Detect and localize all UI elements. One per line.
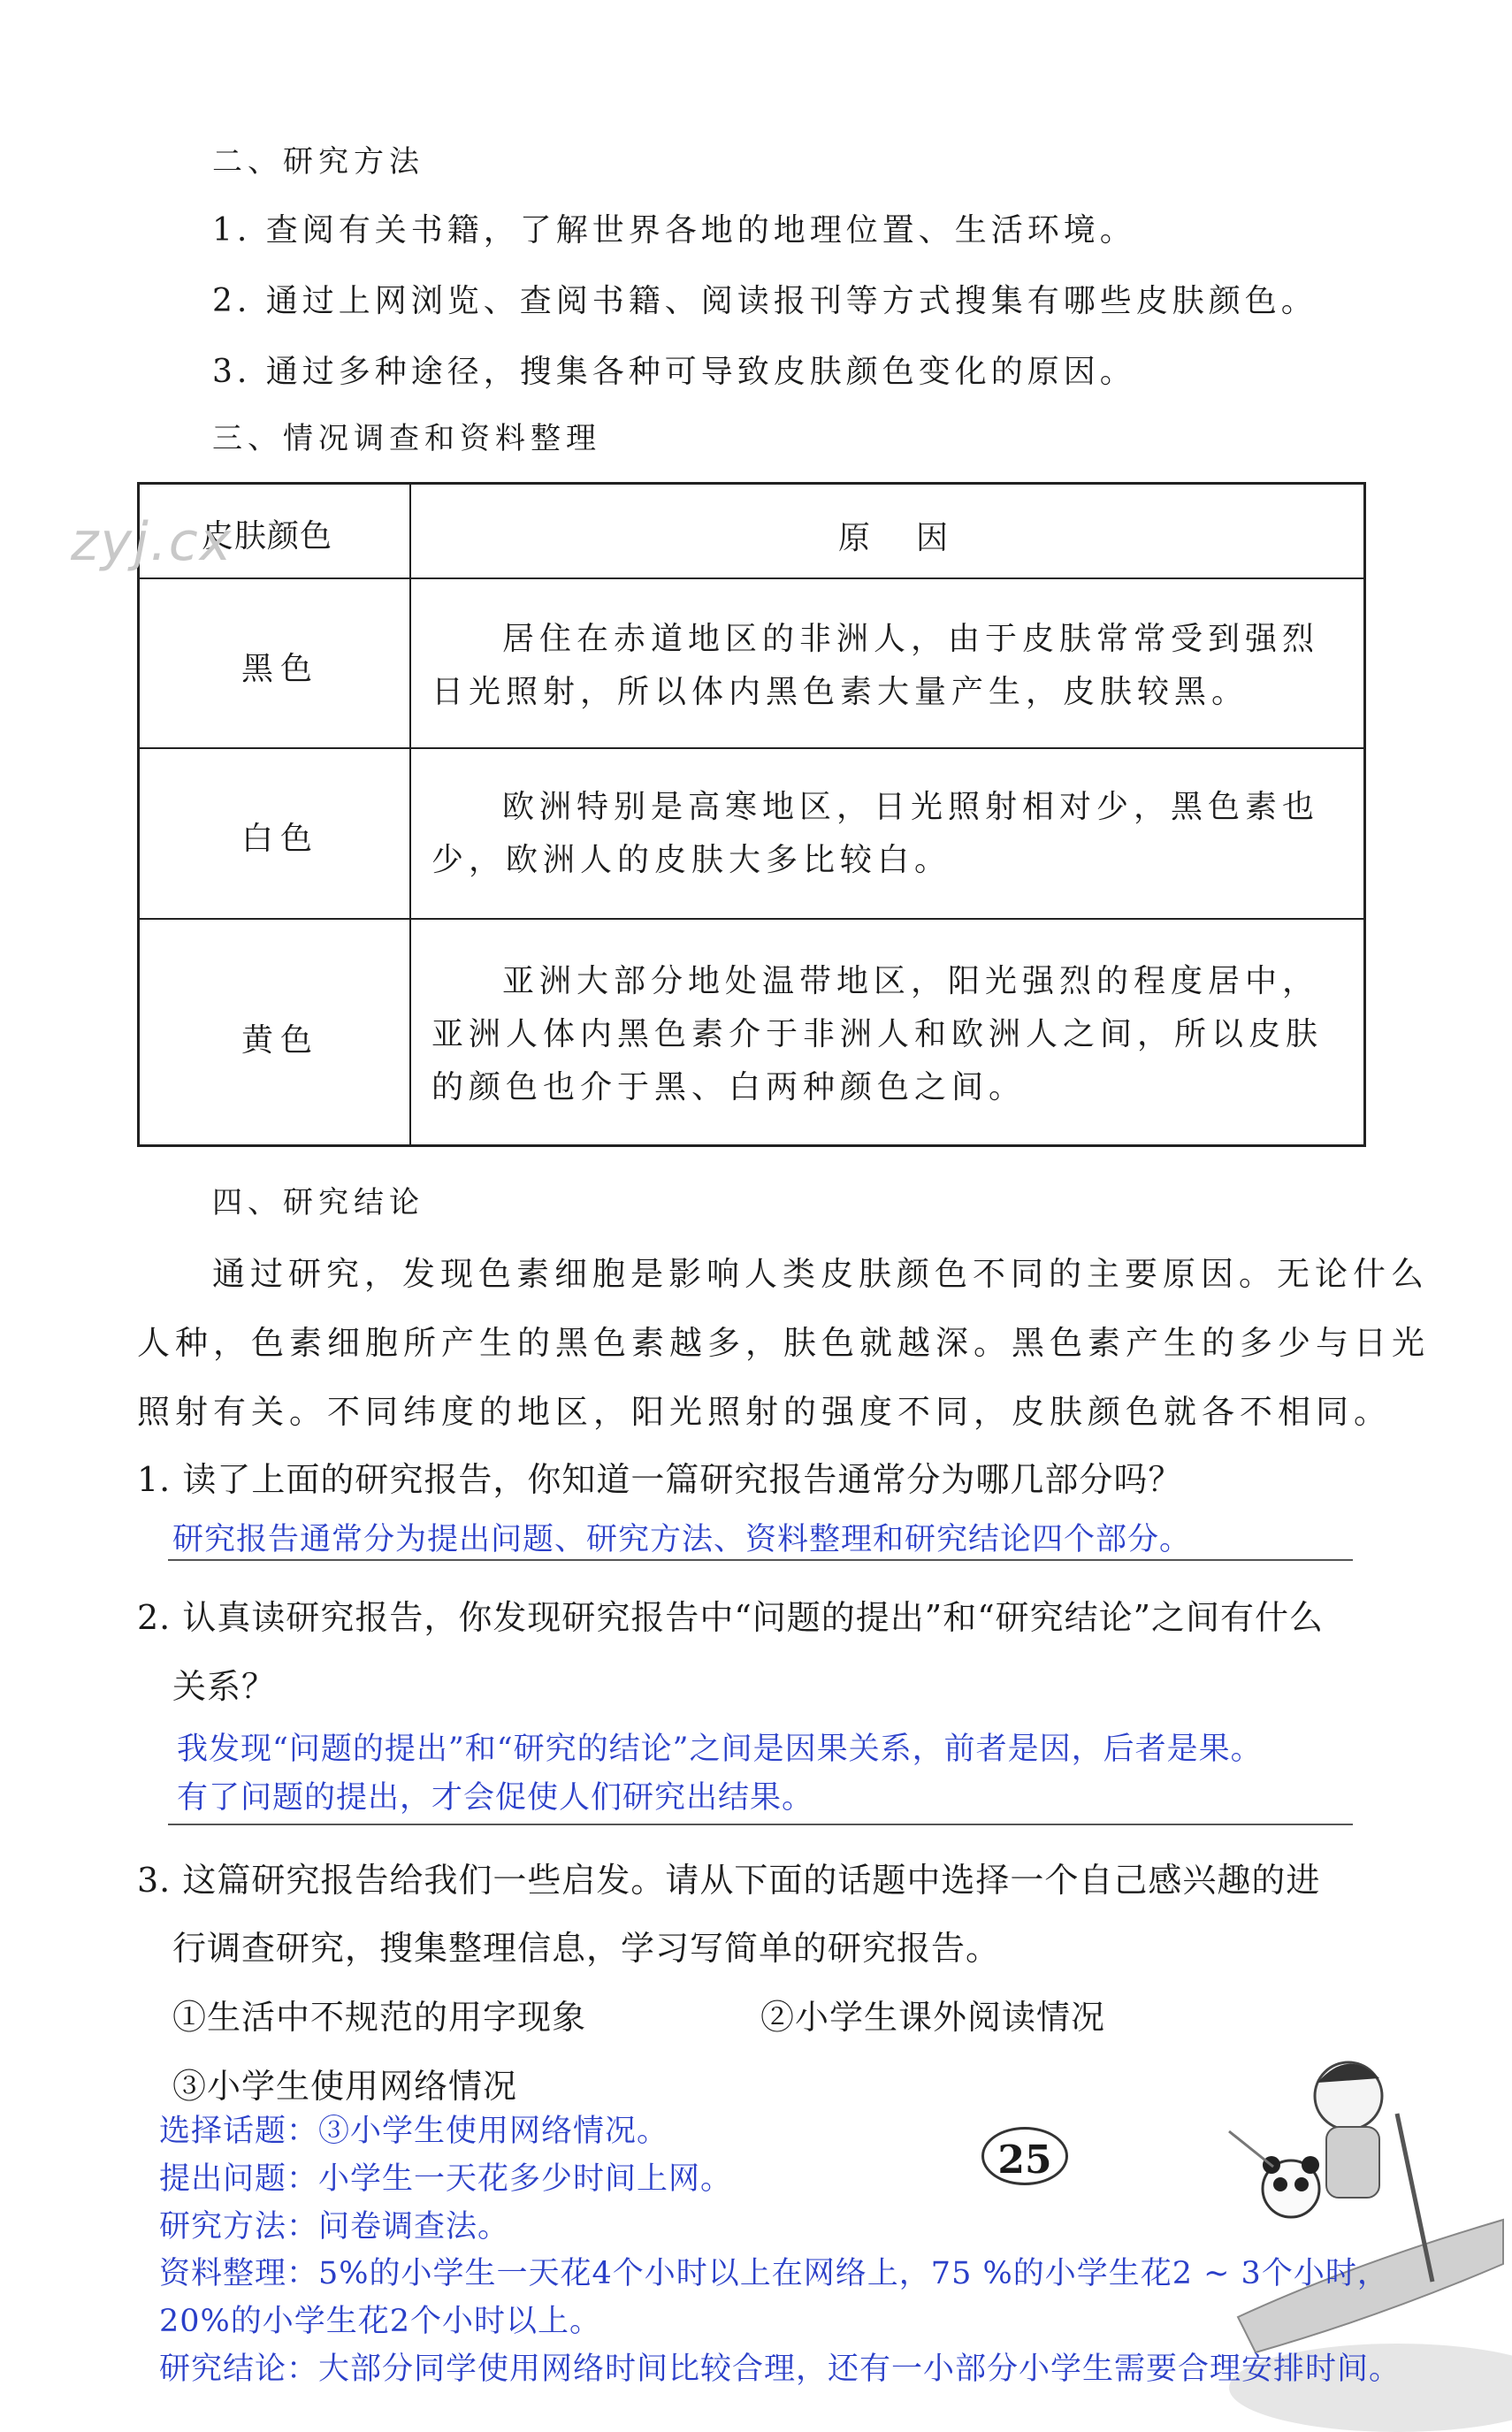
row-reason-white: 欧洲特别是高寒地区，日光照射相对少，黑色素也少，欧洲人的皮肤大多比较白。 — [431, 789, 1320, 878]
survey-title: 三、情况调查和资料整理 — [212, 421, 601, 456]
topic-3: ③小学生使用网络情况 — [172, 2067, 518, 2106]
question-2-line-2: 关系？ — [172, 1667, 277, 1706]
answer-line-2 — [168, 1824, 1353, 1825]
row-color-white: 白色 — [241, 821, 320, 857]
answer-1: 研究报告通常分为提出问题、研究方法、资料整理和研究结论四个部分。 — [172, 1522, 1192, 1557]
conclusion-line-3: 照射有关。不同纬度的地区，阳光照射的强度不同，皮肤颜色就各不相同。 — [137, 1393, 1392, 1431]
answer-2-line-2: 有了问题的提出，才会促使人们研究出结果。 — [177, 1780, 814, 1816]
skin-color-table — [137, 482, 1366, 1147]
topic-2: ②小学生课外阅读情况 — [760, 1998, 1106, 2037]
answer-3-data-line-2: 20%的小学生花2个小时以上。 — [159, 2304, 602, 2339]
topic-1: ①生活中不规范的用字现象 — [172, 1998, 587, 2037]
answer-3-conclusion: 研究结论：大部分同学使用网络时间比较合理，还有一小部分小学生需要合理安排时间。 — [159, 2352, 1401, 2387]
answer-2-line-1: 我发现“问题的提出”和“研究的结论”之间是因果关系，前者是因，后者是果。 — [177, 1732, 1263, 1767]
answer-line-1 — [168, 1559, 1353, 1561]
method-title: 二、研究方法 — [212, 144, 424, 180]
question-3-line-1: 3. 这篇研究报告给我们一些启发。请从下面的话题中选择一个自己感兴趣的进 — [137, 1861, 1321, 1900]
answer-3-topic: 选择话题：③小学生使用网络情况。 — [159, 2114, 669, 2149]
row-color-black: 黑色 — [241, 651, 320, 687]
answer-3-method: 研究方法：问卷调查法。 — [159, 2209, 510, 2245]
conclusion-line-1: 通过研究，发现色素细胞是影响人类皮肤颜色不同的主要原因。无论什么 — [212, 1255, 1429, 1293]
row-color-yellow: 黄色 — [241, 1022, 320, 1059]
row-reason-yellow: 亚洲大部分地处温带地区，阳光强烈的程度居中，亚洲人体内黑色素介于非洲人和欧洲人之间，所以皮肤的颜色也介于黑、白两种颜色之间。 — [431, 963, 1324, 1105]
method-item-3: 3. 通过多种途径，搜集各种可导致皮肤颜色变化的原因。 — [212, 354, 1136, 390]
method-item-1: 1. 查阅有关书籍，了解世界各地的地理位置、生活环境。 — [212, 212, 1136, 249]
answer-3-question: 提出问题：小学生一天花多少时间上网。 — [159, 2161, 733, 2197]
conclusion-line-2: 人种，色素细胞所产生的黑色素越多，肤色就越深。黑色素产生的多少与日光 — [137, 1324, 1430, 1362]
watermark: zyj.cx — [71, 511, 233, 573]
answer-3-data-line-1: 资料整理：5%的小学生一天花4个小时以上在网络上，75 %的小学生花2 ~ 3个小时， — [159, 2256, 1389, 2291]
conclusion-title: 四、研究结论 — [212, 1185, 424, 1220]
row-reason-black: 居住在赤道地区的非洲人，由于皮肤常常受到强烈日光照射，所以体内黑色素大量产生，皮肤较黑。 — [431, 621, 1320, 710]
question-2-line-1: 2. 认真读研究报告，你发现研究报告中“问题的提出”和“研究结论”之间有什么 — [137, 1598, 1325, 1637]
method-item-2: 2. 通过上网浏览、查阅书籍、阅读报刊等方式搜集有哪些皮肤颜色。 — [212, 283, 1317, 319]
question-3-line-2: 行调查研究，搜集整理信息，学习写简单的研究报告。 — [172, 1929, 1001, 1968]
page-number: 25 — [981, 2127, 1068, 2185]
question-1: 1. 读了上面的研究报告，你知道一篇研究报告通常分为哪几部分吗？ — [137, 1460, 1183, 1499]
header-skin-color: 皮肤颜色 — [202, 518, 333, 554]
header-reason: 原 因 — [838, 520, 956, 556]
